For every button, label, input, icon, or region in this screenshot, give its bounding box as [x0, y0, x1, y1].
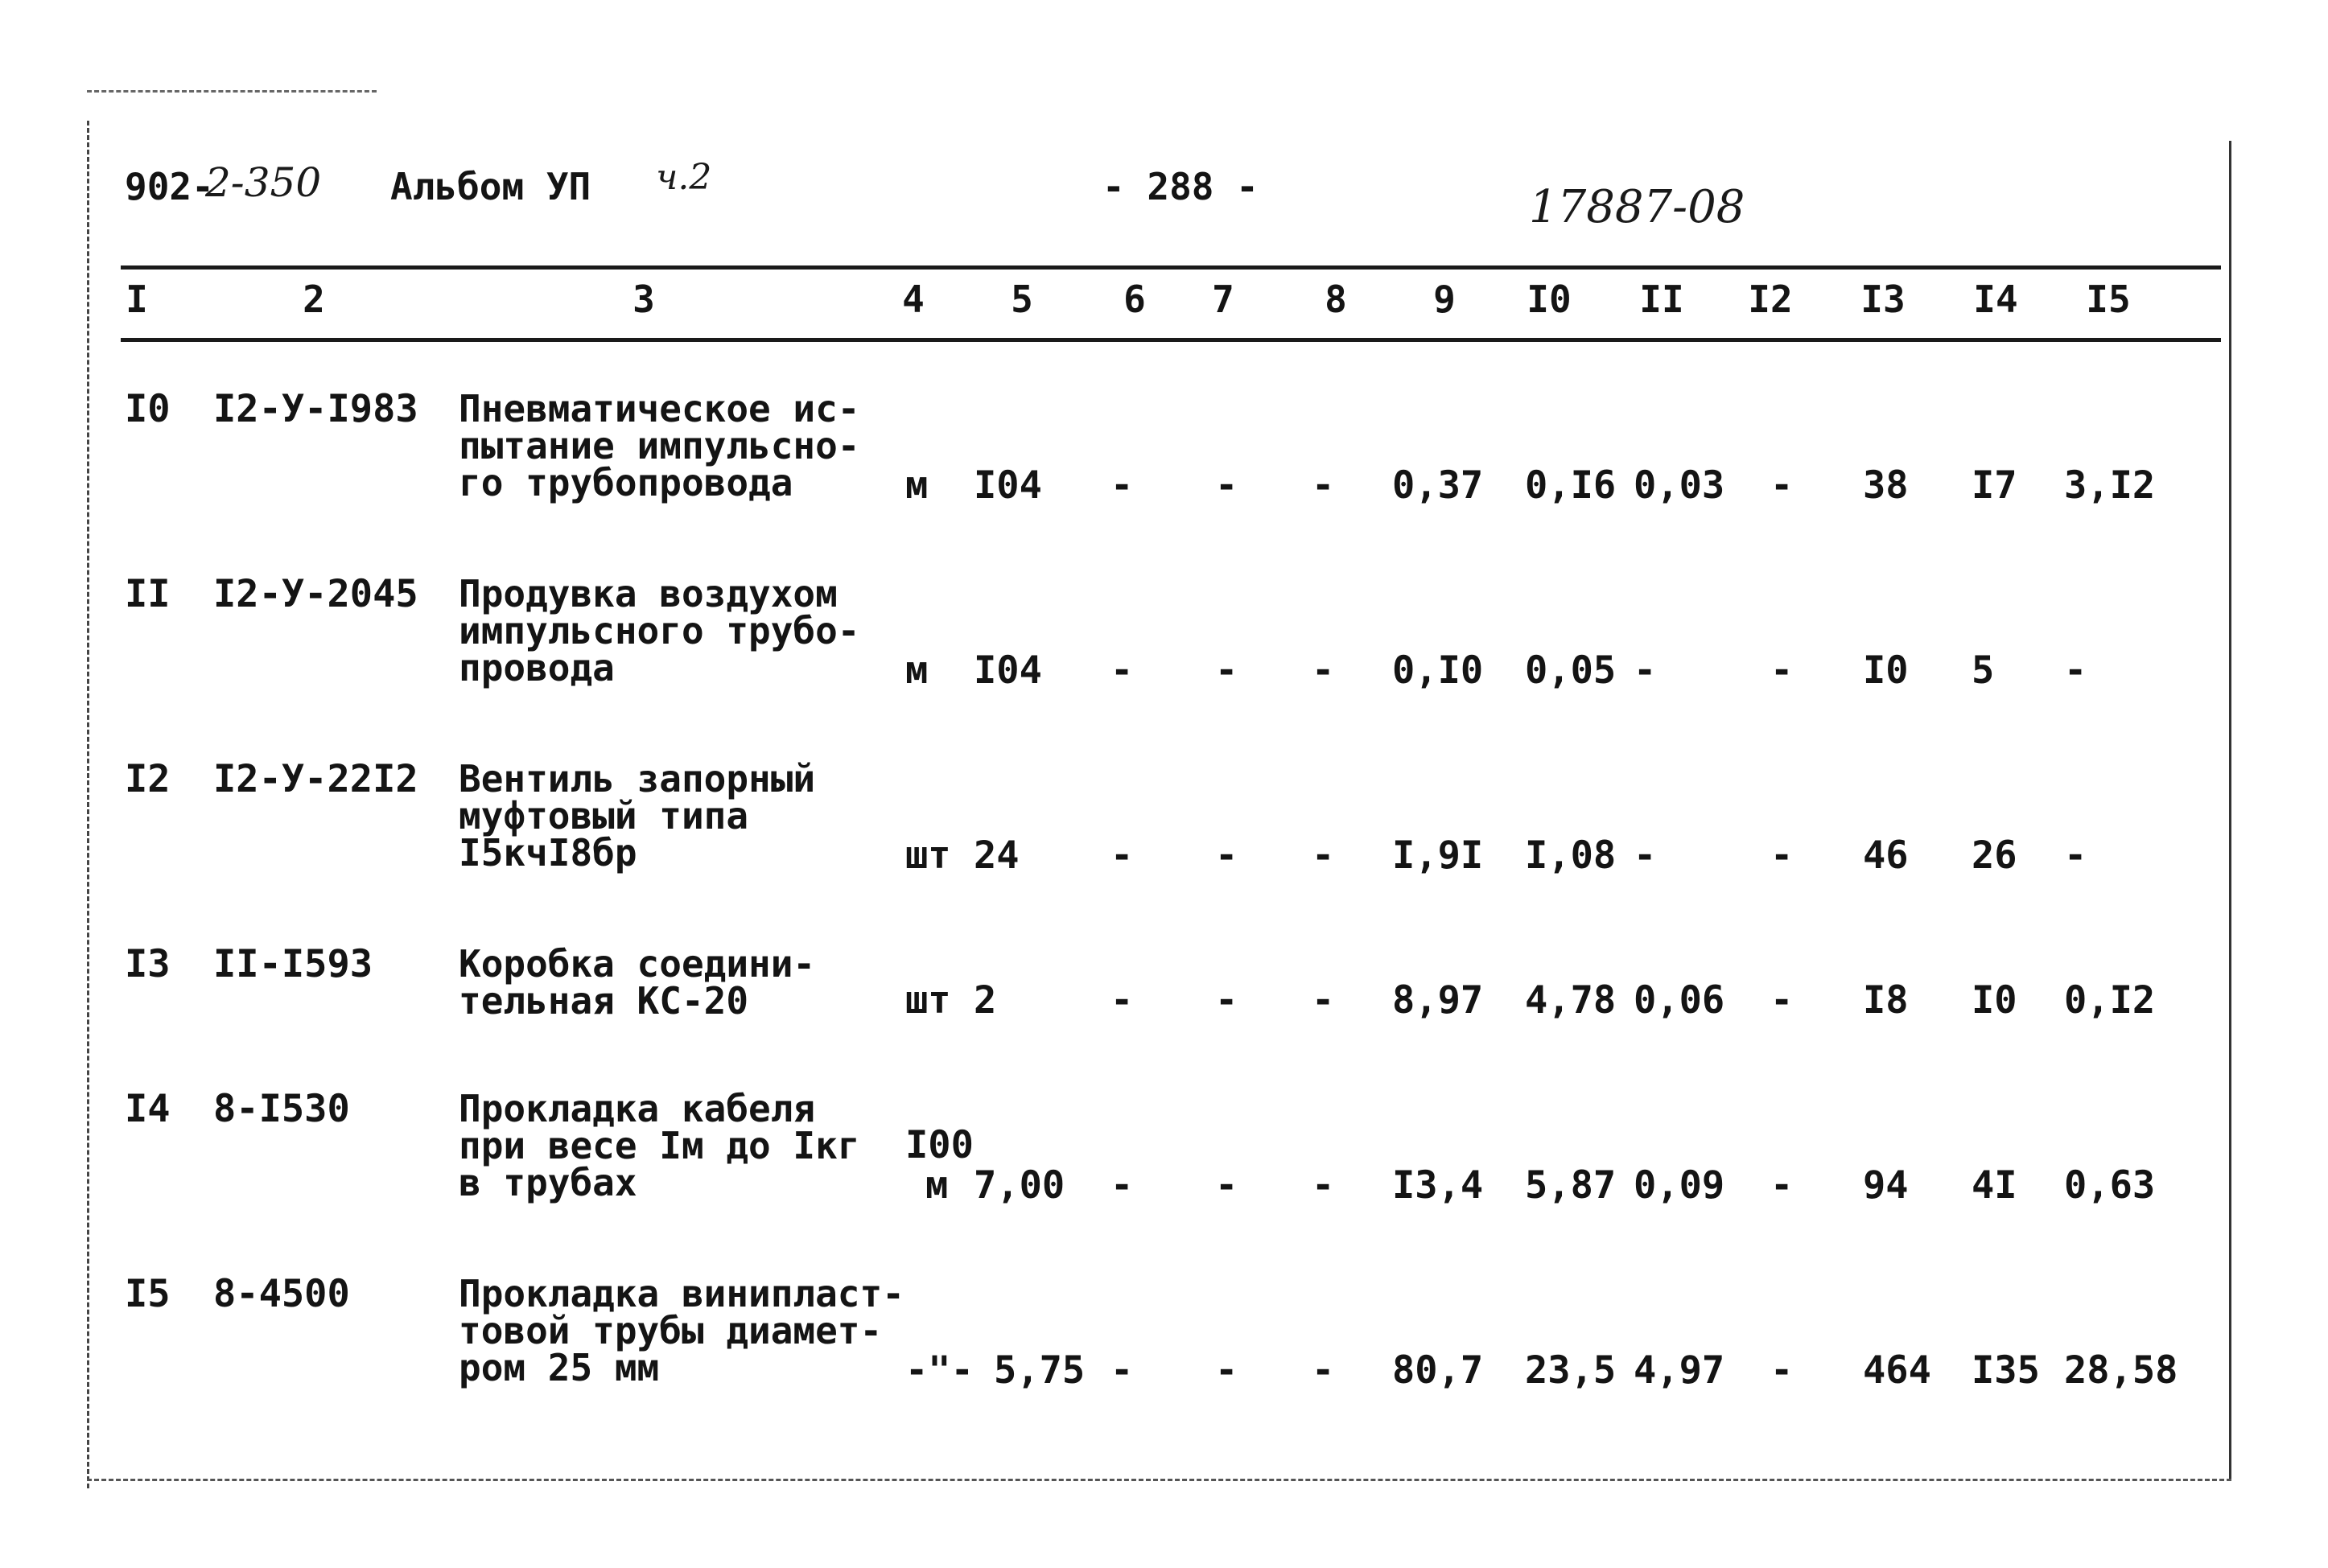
col-7: - [1215, 978, 1238, 1023]
norm-code: I2-У-2045 [213, 572, 418, 616]
col-9: 8,97 [1392, 978, 1484, 1023]
work-description: Продувка воздухом импульсного трубо- провода [459, 572, 860, 689]
column-number: 4 [902, 278, 925, 321]
col-12: - [1770, 1348, 1794, 1393]
col-14: I35 [1972, 1348, 2040, 1393]
quantity: 2 [974, 978, 997, 1023]
col-9: 0,37 [1392, 463, 1484, 508]
col-9: I3,4 [1392, 1163, 1484, 1208]
column-number: 8 [1325, 278, 1347, 321]
column-number: I4 [1973, 278, 2018, 321]
column-number: I5 [2086, 278, 2131, 321]
norm-code: I2-У-22I2 [213, 757, 418, 801]
col-13: 464 [1863, 1348, 1931, 1393]
column-number: 9 [1433, 278, 1456, 321]
frame-left-border [87, 121, 89, 1488]
quantity-multiplier: I00 [905, 1123, 974, 1167]
col-13: I0 [1863, 648, 1909, 693]
col-11: 0,03 [1634, 463, 1725, 508]
column-number: I0 [1527, 278, 1572, 321]
col-7: - [1215, 463, 1238, 508]
table-header-bottom-rule [121, 338, 2221, 342]
document-number-handwritten: 17887-08 [1529, 181, 1745, 233]
col-12: - [1770, 978, 1794, 1023]
col-12: - [1770, 1163, 1794, 1208]
col-11: - [1634, 648, 1657, 693]
col-8: - [1312, 1348, 1335, 1393]
norm-code: 8-4500 [213, 1272, 350, 1316]
col-6: - [1110, 463, 1134, 508]
col-7: - [1215, 1348, 1238, 1393]
col-14: I0 [1972, 978, 2017, 1023]
col-6: - [1110, 648, 1134, 693]
col-7: - [1215, 833, 1238, 878]
col-7: - [1215, 1163, 1238, 1208]
col-11: 0,09 [1634, 1163, 1725, 1208]
table-top-rule [121, 265, 2221, 270]
col-15: 3,I2 [2064, 463, 2156, 508]
column-number: I [126, 278, 148, 321]
col-9: 80,7 [1392, 1348, 1484, 1393]
col-7: - [1215, 648, 1238, 693]
col-11: 0,06 [1634, 978, 1725, 1023]
page-number: - 288 - [1102, 165, 1259, 208]
work-description: Коробка соедини- тельная КС-20 [459, 942, 816, 1023]
col-14: I7 [1972, 463, 2017, 508]
column-number: 2 [303, 278, 325, 321]
col-8: - [1312, 833, 1335, 878]
col-13: 38 [1863, 463, 1909, 508]
col-8: - [1312, 1163, 1335, 1208]
col-11: - [1634, 833, 1657, 878]
row-number: II [125, 572, 171, 616]
work-description: Пневматическое ис- пытание импульсно- го трубопровода [459, 387, 860, 504]
album-label: Альбом УП [390, 165, 591, 208]
row-number: I0 [125, 387, 171, 431]
quantity: 7,00 [974, 1163, 1065, 1208]
series-code-handwritten: 2-350 [205, 159, 322, 206]
col-15: 28,58 [2064, 1348, 2178, 1393]
work-description: Прокладка кабеля при весе Iм до Iкг в трубах [459, 1087, 860, 1204]
col-12: - [1770, 463, 1794, 508]
col-14: 4I [1972, 1163, 2017, 1208]
norm-code: II-I593 [213, 942, 373, 986]
col-6: - [1110, 1348, 1134, 1393]
frame-top-stub [87, 90, 377, 93]
unit: м [905, 463, 929, 508]
col-9: 0,I0 [1392, 648, 1484, 693]
row-number: I3 [125, 942, 171, 986]
col-13: I8 [1863, 978, 1909, 1023]
col-10: 4,78 [1525, 978, 1617, 1023]
norm-code: I2-У-I983 [213, 387, 418, 431]
quantity: 5,75 [994, 1348, 1086, 1393]
col-15: 0,63 [2064, 1163, 2156, 1208]
col-10: 0,05 [1525, 648, 1617, 693]
row-number: I2 [125, 757, 171, 801]
col-12: - [1770, 833, 1794, 878]
unit: -"- [905, 1348, 974, 1393]
col-11: 4,97 [1634, 1348, 1725, 1393]
col-6: - [1110, 978, 1134, 1023]
col-15: - [2064, 648, 2087, 693]
norm-code: 8-I530 [213, 1087, 350, 1131]
col-12: - [1770, 648, 1794, 693]
col-10: 23,5 [1525, 1348, 1617, 1393]
col-6: - [1110, 833, 1134, 878]
frame-right-border [2229, 141, 2231, 1480]
quantity: I04 [974, 648, 1042, 693]
column-number: 3 [632, 278, 655, 321]
series-code: 902- [125, 165, 214, 208]
unit: шт [905, 833, 951, 878]
column-number: 5 [1011, 278, 1033, 321]
unit: шт [905, 978, 951, 1023]
album-part-handwritten: ч.2 [656, 157, 712, 198]
frame-bottom-border [87, 1479, 2231, 1481]
column-number: 7 [1212, 278, 1234, 321]
quantity: I04 [974, 463, 1042, 508]
col-13: 46 [1863, 833, 1909, 878]
col-13: 94 [1863, 1163, 1909, 1208]
col-14: 5 [1972, 648, 1995, 693]
row-number: I5 [125, 1272, 171, 1316]
work-description: Прокладка винипласт- товой трубы диамет- ром 25 мм [459, 1272, 904, 1389]
row-number: I4 [125, 1087, 171, 1131]
column-number: I2 [1748, 278, 1793, 321]
col-15: 0,I2 [2064, 978, 2156, 1023]
col-8: - [1312, 463, 1335, 508]
work-description: Вентиль запорный муфтовый типа I5кчI8бр [459, 757, 816, 875]
col-10: I,08 [1525, 833, 1617, 878]
unit: м [905, 648, 929, 693]
col-10: 0,I6 [1525, 463, 1617, 508]
column-number: I3 [1860, 278, 1906, 321]
col-14: 26 [1972, 833, 2017, 878]
col-9: I,9I [1392, 833, 1484, 878]
col-8: - [1312, 648, 1335, 693]
col-10: 5,87 [1525, 1163, 1617, 1208]
column-number: 6 [1123, 278, 1146, 321]
quantity: 24 [974, 833, 1020, 878]
column-number: II [1639, 278, 1684, 321]
col-8: - [1312, 978, 1335, 1023]
unit: м [925, 1163, 949, 1208]
col-15: - [2064, 833, 2087, 878]
col-6: - [1110, 1163, 1134, 1208]
